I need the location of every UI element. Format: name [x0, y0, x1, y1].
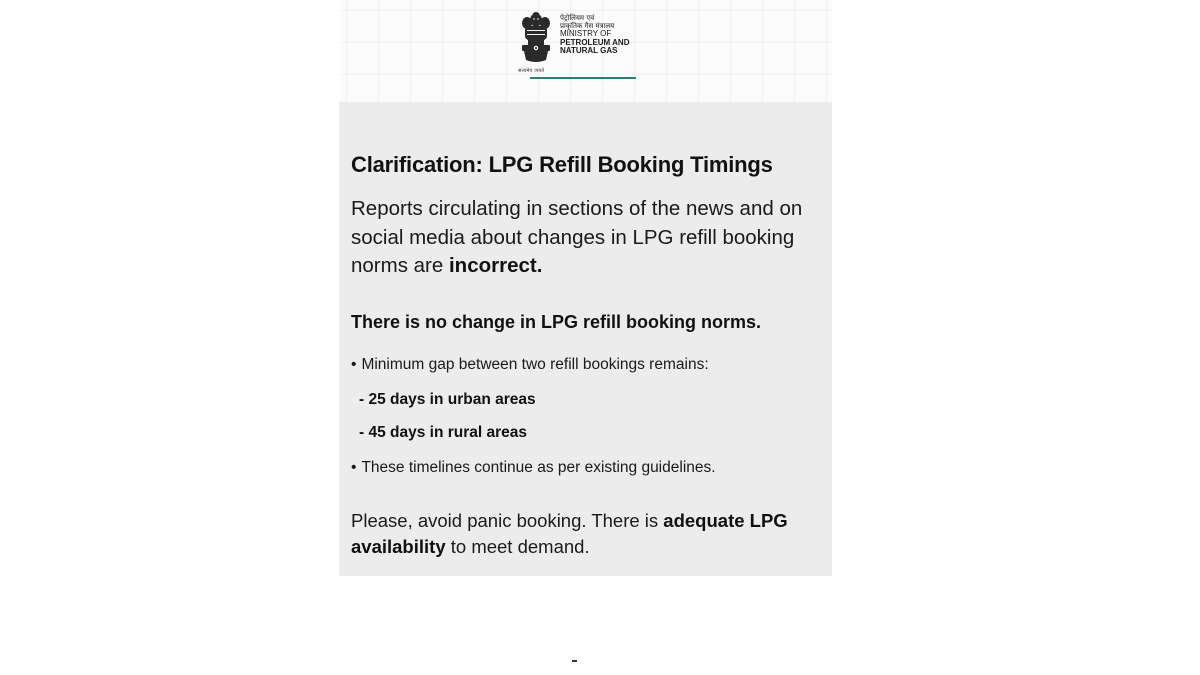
closing-text-end: to meet demand.: [445, 536, 590, 557]
ministry-name-hindi-line-2: प्राकृतिक गैस मंत्रालय: [560, 22, 615, 30]
sub-item-rural: - 45 days in rural areas: [359, 424, 528, 441]
closing-emphasis: adequate LPG availability: [351, 510, 788, 557]
notice-card: [339, 102, 832, 576]
sub-item-urban: - 25 days in urban areas: [359, 391, 536, 408]
ministry-name: [560, 14, 670, 56]
bullet-marker: •: [351, 356, 357, 373]
ministry-logo: [516, 10, 656, 80]
ministry-name-hindi-line-1: पेट्रोलियम एवं: [560, 14, 595, 22]
bullet-item: [351, 459, 716, 477]
ministry-name-line-1: MINISTRY OF: [560, 29, 612, 38]
notice-title: Clarification: LPG Refill Booking Timings: [351, 152, 773, 177]
lead-emphasis: incorrect.: [448, 254, 543, 277]
closing-text-start: Please, avoid panic booking. There is: [351, 510, 664, 531]
bullet-marker: •: [351, 459, 357, 476]
emblem-motto: सत्यमेव जयते: [518, 68, 545, 74]
no-change-statement: There is no change in LPG refill booking norms.: [351, 312, 762, 332]
notice-lead-paragraph: [351, 195, 821, 281]
logo-accent-underline: [530, 77, 636, 79]
ministry-name-line-3: NATURAL GAS: [560, 46, 618, 55]
lead-text: Reports circulating in sections of the news and on social media about changes in LPG refill booking norms are: [351, 197, 803, 277]
stray-mark: [572, 660, 577, 662]
closing-paragraph: [351, 508, 821, 560]
bullet-text: These timelines continue as per existing guidelines.: [361, 459, 716, 476]
bullet-item: [351, 356, 709, 374]
ministry-name-line-2: PETROLEUM AND: [560, 37, 630, 47]
bullet-text: Minimum gap between two refill bookings remains:: [361, 356, 709, 373]
national-emblem-icon: [516, 10, 556, 74]
